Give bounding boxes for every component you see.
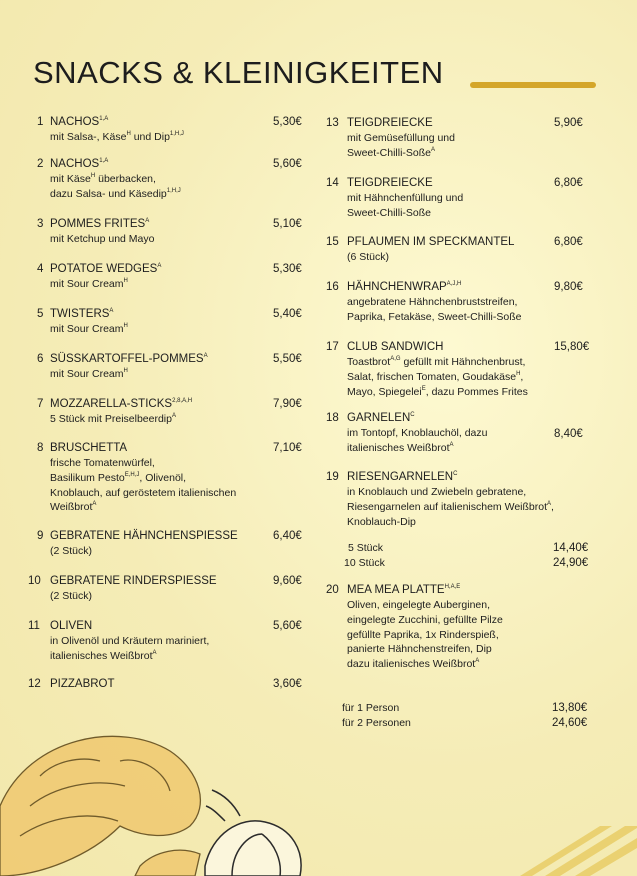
item-description: (2 Stück): [50, 590, 93, 602]
item-number: 14: [326, 177, 339, 189]
item-description: mit Ketchup und Mayo: [50, 233, 155, 245]
item-price: 15,80€: [554, 341, 590, 353]
allergen-codes: A: [157, 263, 162, 269]
item-price: 6,80€: [554, 236, 583, 248]
item-price: 5,50€: [273, 353, 302, 365]
item-price: 9,60€: [273, 575, 302, 587]
portion-price: 24,60€: [552, 717, 588, 729]
allergen-codes: A,J,H: [446, 281, 462, 287]
allergen-codes: H,A,E: [444, 584, 461, 590]
allergen-codes: 1,A: [99, 158, 109, 164]
item-price: 5,10€: [273, 218, 302, 230]
diagonal-stripes: [520, 826, 637, 876]
item-price: 5,90€: [554, 117, 583, 129]
item-name: OLIVEN: [50, 620, 93, 632]
garlic-drawing: [205, 790, 301, 876]
item-description: im Tontopf, Knoblauchöl, dazu italienisches Weißbrot$^A$: [347, 427, 488, 454]
item-price: 5,60€: [273, 620, 302, 632]
item-price: 9,80€: [554, 281, 583, 293]
item-name: POMMES $FRITES^A$: [50, 218, 150, 230]
portion-price: 24,90€: [553, 557, 589, 569]
item-description: Oliven, eingelegte Auberginen, eingelegte Zucchini, gefüllte Pilze gefüllte Paprika, 1x Rinderspieß, panierte Hähnchenstreifen, Dip dazu italienisches Weißbrot$^A$: [347, 599, 503, 671]
item-description: angebratene Hähnchenbruststreifen, Paprika, Fetakäse, Sweet-Chilli-Soße: [347, 296, 522, 323]
item-name: POTATOE $WEDGES^A$: [50, 263, 162, 275]
portion-label: für 2 Personen: [342, 717, 411, 729]
portion-label: für 1 Person: [342, 702, 400, 714]
portion-price: 14,40€: [553, 542, 589, 554]
item-name: TEIGDREIECKE: [347, 177, 433, 189]
item-description: mit Hähnchenfüllung und Sweet-Chilli-Soße: [347, 192, 464, 219]
item-description: 5 Stück mit Preiselbeerdip$^A$: [50, 413, 176, 425]
item-description: (6 Stück): [347, 251, 390, 263]
item-price: 5,40€: [273, 308, 302, 320]
item-number: 13: [326, 117, 339, 129]
item-name: $RIESENGARNELEN^C$: [347, 471, 458, 483]
portion-label: 5 Stück: [348, 542, 384, 554]
item-description: (2 Stück): [50, 545, 93, 557]
item-description: mit Sour Cream$^H$: [50, 278, 128, 290]
item-number: 3: [37, 218, 44, 230]
item-number: 4: [37, 263, 44, 275]
item-name: MEA MEA $PLATTE^{H,A,E}$: [347, 584, 461, 596]
item-description: in Knoblauch und Zwiebeln gebratene, Riesengarnelen auf italienischem Weißbrot$^A$, Knoblauch-Dip: [347, 486, 554, 528]
item-number: 12: [28, 678, 41, 690]
item-number: 11: [28, 620, 40, 632]
item-name: PFLAUMEN IM SPECKMANTEL: [347, 236, 515, 248]
food-illustration: [0, 716, 637, 876]
item-number: 5: [37, 308, 44, 320]
item-price: 5,30€: [273, 263, 302, 275]
item-name: $TWISTERS^A$: [50, 308, 114, 320]
item-number: 7: [37, 398, 44, 410]
page-title: SNACKS & KLEINIGKEITEN: [33, 55, 444, 90]
allergen-codes: 1,A: [99, 116, 109, 122]
portion-price: 13,80€: [552, 702, 588, 714]
item-number: 9: [37, 530, 44, 542]
item-name: $NACHOS^{1,A}$: [50, 116, 109, 128]
item-description: mit Sour Cream$^H$: [50, 368, 128, 380]
item-number: 17: [326, 341, 339, 353]
item-number: 8: [37, 442, 44, 454]
item-description: mit Käse$^H$ überbacken, dazu Salsa- und Käsedip$^{1,H,J}$: [50, 173, 181, 200]
item-name: GEBRATENE HÄHNCHENSPIESSE: [50, 530, 238, 542]
item-name: TEIGDREIECKE: [347, 117, 433, 129]
item-price: 8,40€: [554, 428, 583, 440]
item-name: MOZZARELLA-$STICKS^{2,8,A,H}$: [50, 398, 193, 410]
item-description: mit Gemüsefüllung und Sweet-Chilli-Soße$^A$: [347, 132, 455, 159]
item-number: 15: [326, 236, 339, 248]
allergen-codes: 2,8,A,H: [172, 398, 193, 404]
item-number: 18: [326, 412, 339, 424]
portion-label: 10 Stück: [344, 557, 385, 569]
item-number: 10: [28, 575, 41, 587]
allergen-codes: C: [410, 412, 415, 418]
item-name: PIZZABROT: [50, 678, 115, 690]
item-number: 1: [37, 116, 44, 128]
item-price: 7,10€: [273, 442, 302, 454]
item-number: 6: [37, 353, 44, 365]
item-description: mit Salsa-, Käse$^H$ und Dip$^{1,H,J}$: [50, 131, 184, 143]
item-price: 5,30€: [273, 116, 302, 128]
item-price: 7,90€: [273, 398, 302, 410]
item-name: BRUSCHETTA: [50, 442, 128, 454]
item-price: 5,60€: [273, 158, 302, 170]
allergen-codes: A: [109, 308, 114, 314]
item-number: 19: [326, 471, 339, 483]
item-number: 16: [326, 281, 339, 293]
item-description: Toastbrot$^{A,G}$ gefüllt mit Hähnchenbrust, Salat, frischen Tomaten, Goudakäse$^H$, Mayo, Spiegelei$^E$, dazu Pommes Frites: [347, 356, 528, 398]
item-price: 6,80€: [554, 177, 583, 189]
item-price: 6,40€: [273, 530, 302, 542]
item-description: mit Sour Cream$^H$: [50, 323, 128, 335]
item-description: in Olivenöl und Kräutern mariniert, italienisches Weißbrot$^A$: [50, 635, 210, 662]
item-name: $HÄHNCHENWRAP^{A,J,H}$: [347, 281, 462, 293]
item-name: $NACHOS^{1,A}$: [50, 158, 109, 170]
allergen-codes: C: [453, 471, 458, 477]
allergen-codes: A: [203, 353, 208, 359]
item-name: SÜSSKARTOFFEL-$POMMES^A$: [50, 353, 208, 365]
item-number: 2: [37, 158, 44, 170]
item-name: CLUB SANDWICH: [347, 341, 444, 353]
item-price: 3,60€: [273, 678, 302, 690]
title-underline-bar: [470, 82, 596, 88]
item-number: 20: [326, 584, 339, 596]
item-description: frische Tomatenwürfel, Basilikum Pesto$^{E,H,J}$, Olivenöl, Knoblauch, auf geröstetem italienischen Weißbrot$^A$: [50, 457, 237, 514]
allergen-codes: A: [145, 218, 150, 224]
item-name: $GARNELEN^C$: [347, 412, 415, 424]
croissant-drawing: [0, 736, 200, 876]
item-name: GEBRATENE RINDERSPIESSE: [50, 575, 217, 587]
